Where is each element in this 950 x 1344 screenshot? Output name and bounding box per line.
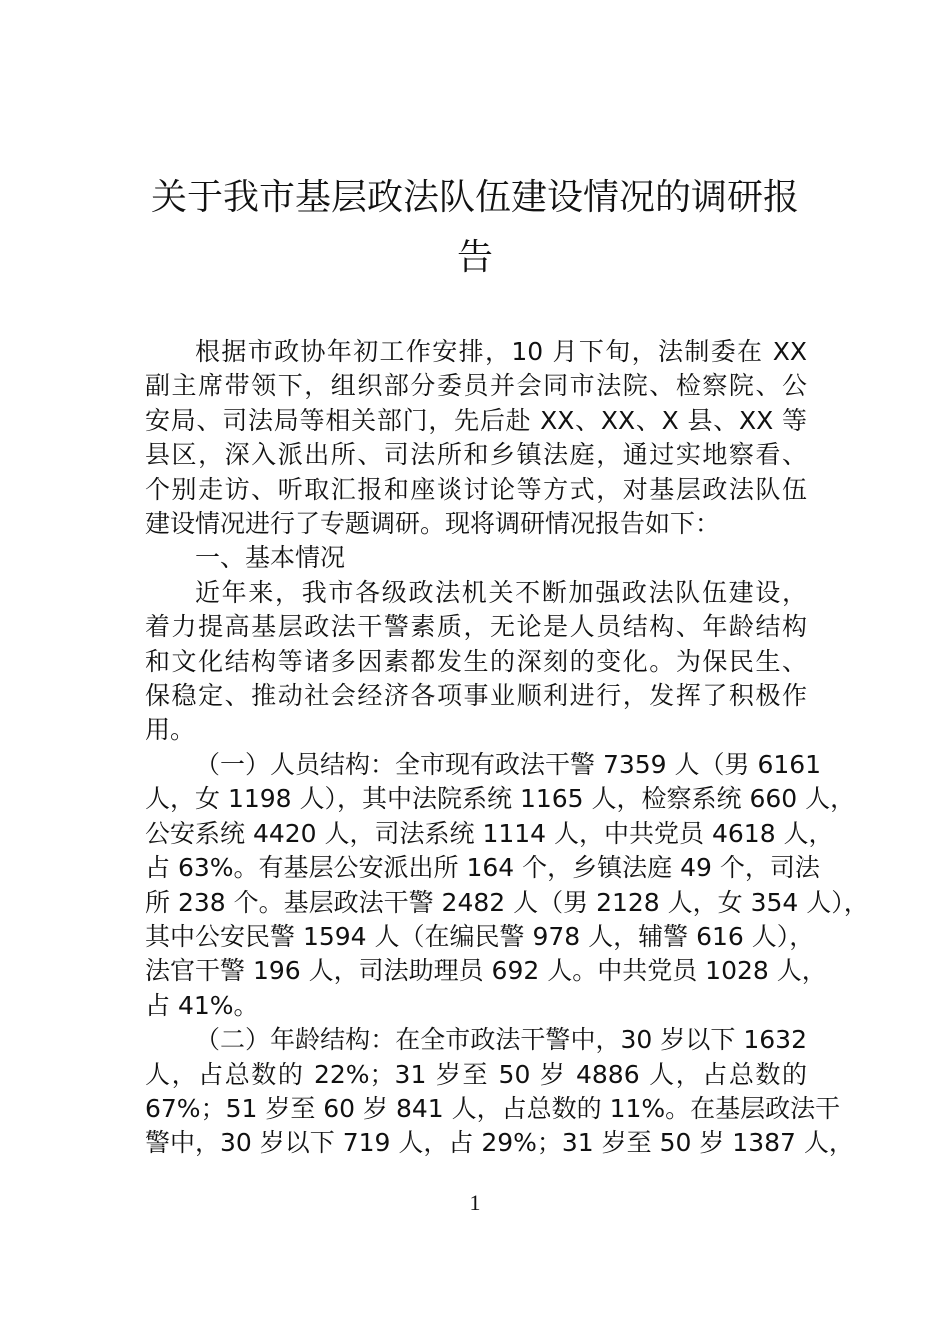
- text-line: 占 41%。: [145, 990, 259, 1020]
- title-line-1: 关于我市基层政法队伍建设情况的调研报: [150, 177, 799, 218]
- text-line: 占 63%。有基层公安派出所 164 个，乡镇法庭 49 个，司法: [145, 853, 820, 883]
- personnel-structure-paragraph: [145, 748, 869, 1023]
- text-line: 县区，深入派出所、司法所和乡镇法庭，通过实地察看、: [145, 440, 807, 470]
- text-line: 副主席带领下，组织部分委员并会同市法院、检察院、公: [145, 371, 807, 401]
- intro-paragraph: [145, 335, 807, 541]
- text-line: 67%；51 岁至 60 岁 841 人，占总数的 11%。在基层政法干: [145, 1093, 841, 1123]
- title-line-2: 告: [456, 237, 493, 278]
- overview-paragraph: [145, 576, 807, 748]
- text-line: 警中，30 岁以下 719 人，占 29%；31 岁至 50 岁 1387 人，: [145, 1128, 854, 1158]
- text-line: 法官干警 196 人，司法助理员 692 人。中共党员 1028 人，: [145, 956, 827, 986]
- text-line: 保稳定、推动社会经济各项事业顺利进行，发挥了积极作: [145, 681, 807, 711]
- text-line: 所 238 个。基层政法干警 2482 人（男 2128 人，女 354 人），: [145, 887, 869, 917]
- text-line: 和文化结构等诸多因素都发生的深刻的变化。为保民生、: [145, 646, 807, 676]
- section-heading: [145, 541, 807, 575]
- text-line: 建设情况进行了专题调研。现将调研情况报告如下：: [145, 509, 721, 539]
- document-title: [145, 168, 805, 288]
- page-number: 1: [469, 1190, 481, 1215]
- text-line: 公安系统 4420 人，司法系统 1114 人，中共党员 4618 人，: [145, 818, 834, 848]
- age-structure-paragraph: [145, 1023, 854, 1161]
- text-line: 用。: [145, 715, 196, 745]
- text-line: （一）人员结构：全市现有政法干警 7359 人（男 6161: [195, 749, 822, 779]
- document-body: [145, 335, 869, 1161]
- text-line: 其中公安民警 1594 人（在编民警 978 人，辅警 616 人），: [145, 921, 815, 951]
- text-line: 人，女 1198 人），其中法院系统 1165 人，检察系统 660 人，: [145, 784, 856, 814]
- text-line: 个别走访、听取汇报和座谈讨论等方式，对基层政法队伍: [145, 474, 807, 504]
- section-heading-text: 一、基本情况: [195, 543, 346, 573]
- text-line: 根据市政协年初工作安排，10 月下旬，法制委在 XX: [195, 337, 807, 366]
- text-line: 着力提高基层政法干警素质，无论是人员结构、年龄结构: [145, 612, 807, 642]
- text-line: （二）年龄结构：在全市政法干警中，30 岁以下 1632: [195, 1025, 807, 1055]
- text-line: 近年来，我市各级政法机关不断加强政法队伍建设，: [195, 577, 807, 607]
- text-line: 人，占总数的 22%；31 岁至 50 岁 4886 人，占总数的: [145, 1059, 807, 1089]
- text-line: 安局、司法局等相关部门，先后赴 XX、XX、X 县、XX 等: [145, 405, 807, 435]
